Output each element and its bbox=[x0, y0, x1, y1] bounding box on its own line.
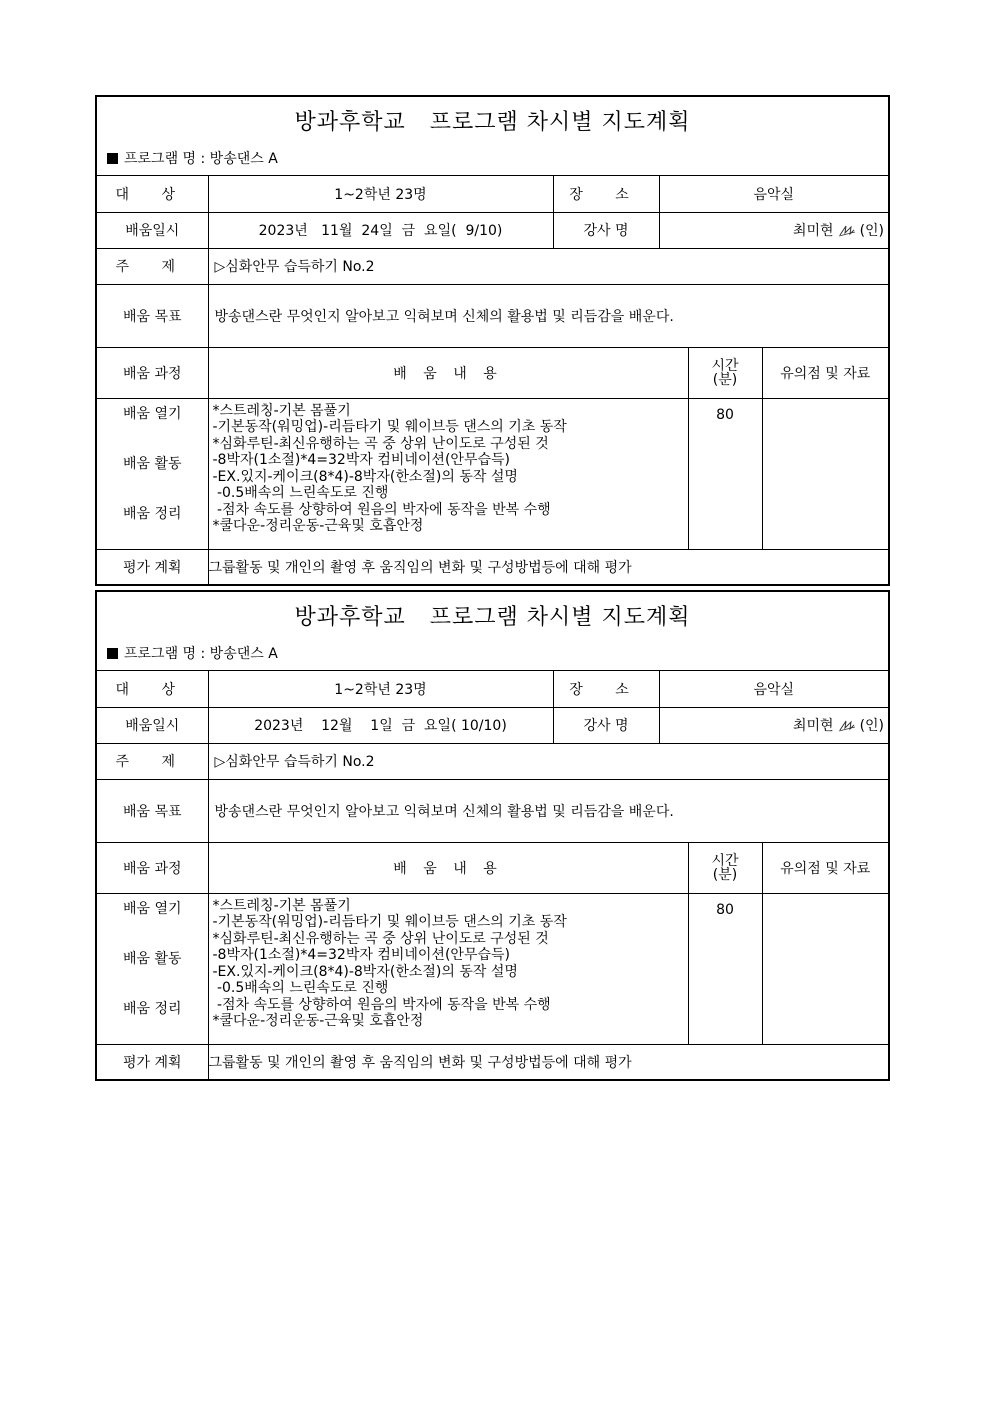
time-label-bottom: (분) bbox=[712, 371, 738, 388]
topic-value: ▷심화안무 습득하기 No.2 bbox=[208, 743, 888, 779]
content-line: -EX.있지-케이크(8*4)-8박자(한소절)의 동작 설명 bbox=[212, 468, 518, 485]
content-line: *스트레칭-기본 몸풀기 bbox=[212, 402, 351, 419]
time-header bbox=[688, 842, 762, 893]
process-label: 배움 과정 bbox=[97, 842, 208, 893]
time-value: 80 bbox=[688, 398, 762, 549]
content-label: 배 움 내 용 bbox=[208, 347, 688, 398]
lesson-plan-1 bbox=[95, 95, 890, 586]
place-value: 음악실 bbox=[659, 176, 888, 212]
content-line: *심화루틴-최신유행하는 곡 중 상위 난이도로 구성된 것 bbox=[212, 435, 549, 452]
stage-list bbox=[97, 893, 208, 1044]
content-line: -8박자(1소절)*4=32박자 컴비네이션(안무습득) bbox=[212, 947, 510, 963]
target-label: 대 상 bbox=[97, 176, 208, 212]
topic-value: ▷심화안무 습득하기 No.2 bbox=[208, 248, 888, 284]
instructor-label: 강사 명 bbox=[553, 212, 659, 248]
time-label-top: 시간 bbox=[711, 852, 739, 869]
topic-label: 주 제 bbox=[97, 743, 208, 779]
stage-closing: 배움 정리 bbox=[122, 505, 182, 522]
goal-value: 방송댄스란 무엇인지 알아보고 익혀보며 신체의 활용법 및 리듬감을 배운다. bbox=[208, 779, 888, 842]
stage-activity: 배움 활동 bbox=[122, 950, 182, 967]
eval-value: 그룹활동 및 개인의 촬영 후 움직임의 변화 및 구성방법등에 대해 평가 bbox=[208, 1044, 888, 1079]
signature-icon bbox=[838, 718, 856, 732]
content-line: -0.5배속의 느린속도로 진행 bbox=[212, 980, 389, 996]
topic-label: 주 제 bbox=[97, 248, 208, 284]
eval-value: 그룹활동 및 개인의 촬영 후 움직임의 변화 및 구성방법등에 대해 평가 bbox=[208, 549, 888, 584]
eval-label: 평가 계획 bbox=[97, 549, 208, 584]
date-label: 배움일시 bbox=[97, 707, 208, 743]
content-line: -점차 속도를 상향하여 원음의 박자에 동작을 반복 수행 bbox=[212, 996, 551, 1013]
signature-icon bbox=[838, 223, 856, 237]
process-label: 배움 과정 bbox=[97, 347, 208, 398]
time-label-top: 시간 bbox=[711, 357, 739, 374]
program-name bbox=[107, 643, 278, 663]
program-name-text: 프로그램 명 : 방송댄스 A bbox=[124, 646, 278, 662]
plan-title: 방과후학교 프로그램 차시별 지도계획 bbox=[294, 110, 691, 135]
content-line: -0.5배속의 느린속도로 진행 bbox=[212, 485, 389, 501]
lesson-content bbox=[208, 893, 688, 1044]
lesson-plan-2 bbox=[95, 590, 890, 1081]
target-value: 1~2학년 23명 bbox=[208, 176, 553, 212]
stage-closing: 배움 정리 bbox=[122, 1000, 182, 1017]
notes-value bbox=[762, 398, 888, 549]
time-value: 80 bbox=[688, 893, 762, 1044]
plan-title: 방과후학교 프로그램 차시별 지도계획 bbox=[294, 605, 691, 630]
instructor-cell bbox=[659, 707, 888, 743]
plan-table bbox=[97, 176, 888, 584]
content-line: *심화루틴-최신유행하는 곡 중 상위 난이도로 구성된 것 bbox=[212, 930, 549, 947]
target-label: 대 상 bbox=[97, 671, 208, 707]
plan-header bbox=[97, 592, 888, 671]
time-label-bottom: (분) bbox=[712, 866, 738, 883]
notes-label: 유의점 및 자료 bbox=[762, 347, 888, 398]
goal-value: 방송댄스란 무엇인지 알아보고 익혀보며 신체의 활용법 및 리듬감을 배운다. bbox=[208, 284, 888, 347]
time-header bbox=[688, 347, 762, 398]
place-label: 장 소 bbox=[553, 176, 659, 212]
instructor-seal: (인) bbox=[859, 718, 885, 734]
stage-activity: 배움 활동 bbox=[122, 455, 182, 472]
lesson-content bbox=[208, 398, 688, 549]
square-bullet-icon bbox=[107, 648, 118, 659]
notes-value bbox=[762, 893, 888, 1044]
goal-label: 배움 목표 bbox=[97, 779, 208, 842]
plan-table bbox=[97, 671, 888, 1079]
content-line: *쿨다운-정리운동-근육및 호흡안정 bbox=[212, 518, 424, 534]
goal-label: 배움 목표 bbox=[97, 284, 208, 347]
content-line: *스트레칭-기본 몸풀기 bbox=[212, 897, 351, 914]
content-line: -EX.있지-케이크(8*4)-8박자(한소절)의 동작 설명 bbox=[212, 963, 518, 980]
notes-label: 유의점 및 자료 bbox=[762, 842, 888, 893]
place-value: 음악실 bbox=[659, 671, 888, 707]
instructor-seal: (인) bbox=[859, 223, 885, 239]
target-value: 1~2학년 23명 bbox=[208, 671, 553, 707]
content-line: -기본동작(워밍업)-리듬타기 및 웨이브등 댄스의 기초 동작 bbox=[212, 419, 567, 435]
square-bullet-icon bbox=[107, 153, 118, 164]
instructor-name: 최미현 bbox=[792, 718, 834, 734]
stage-opening: 배움 열기 bbox=[122, 405, 182, 422]
instructor-name: 최미현 bbox=[792, 223, 834, 239]
program-name bbox=[107, 148, 278, 168]
content-line: -기본동작(워밍업)-리듬타기 및 웨이브등 댄스의 기초 동작 bbox=[212, 914, 567, 930]
content-line: -점차 속도를 상향하여 원음의 박자에 동작을 반복 수행 bbox=[212, 501, 551, 518]
content-label: 배 움 내 용 bbox=[208, 842, 688, 893]
date-value: 2023년 11월 24일 금 요일( 9/10) bbox=[208, 212, 553, 248]
place-label: 장 소 bbox=[553, 671, 659, 707]
stage-list bbox=[97, 398, 208, 549]
instructor-cell bbox=[659, 212, 888, 248]
program-name-text: 프로그램 명 : 방송댄스 A bbox=[124, 151, 278, 167]
stage-opening: 배움 열기 bbox=[122, 900, 182, 917]
date-value: 2023년 12월 1일 금 요일( 10/10) bbox=[208, 707, 553, 743]
content-line: -8박자(1소절)*4=32박자 컴비네이션(안무습득) bbox=[212, 452, 510, 468]
content-line: *쿨다운-정리운동-근육및 호흡안정 bbox=[212, 1013, 424, 1029]
eval-label: 평가 계획 bbox=[97, 1044, 208, 1079]
date-label: 배움일시 bbox=[97, 212, 208, 248]
plan-header bbox=[97, 97, 888, 176]
instructor-label: 강사 명 bbox=[553, 707, 659, 743]
